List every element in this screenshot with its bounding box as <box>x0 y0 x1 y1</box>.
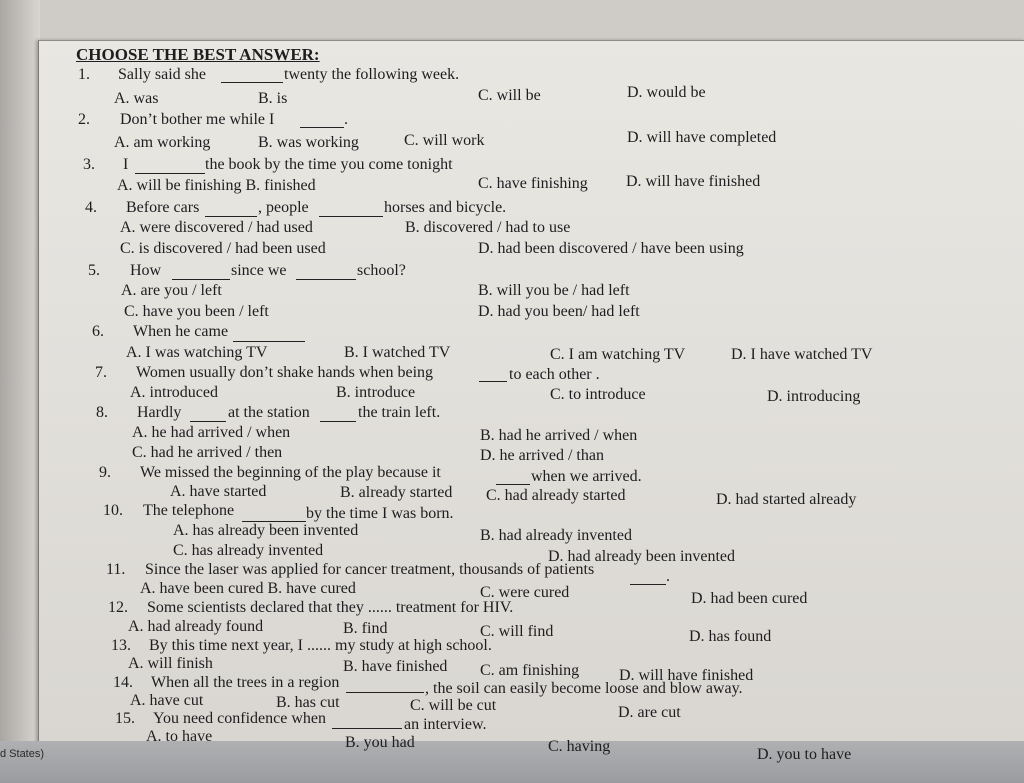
answer-blank-line <box>205 216 257 217</box>
answer-blank-line <box>496 484 530 485</box>
answer-blank-line <box>319 216 383 217</box>
question-text-q14b: , the soil can easily become loose and blow away. <box>425 680 743 697</box>
answer-option-q4D: D. had been discovered / have been using <box>478 240 744 257</box>
answer-option-q3A: A. will be finishing B. finished <box>117 177 316 194</box>
question-number-n4: 4. <box>85 199 97 216</box>
answer-option-q2A: A. am working <box>114 134 211 151</box>
answer-option-q6B: B. I watched TV <box>344 344 451 361</box>
question-text-q9b: when we arrived. <box>531 468 642 485</box>
answer-option-q14A: A. have cut <box>130 692 204 709</box>
question-number-n13: 13. <box>111 637 131 654</box>
answer-option-q6D: D. I have watched TV <box>731 346 873 363</box>
answer-option-q5B: B. will you be / had left <box>478 282 630 299</box>
question-number-n10: 10. <box>103 502 123 519</box>
question-text-q13a: By this time next year, I ...... my study at high school. <box>149 637 492 654</box>
answer-option-q15C: C. having <box>548 738 611 755</box>
question-number-n1: 1. <box>78 66 90 83</box>
question-text-q6a: When he came <box>133 323 229 340</box>
answer-option-q13A: A. will finish <box>128 655 213 672</box>
answer-option-q1D: D. would be <box>627 84 706 101</box>
answer-option-q10A: A. has already been invented <box>173 522 359 539</box>
question-text-q4b: , people <box>258 199 309 216</box>
question-text-q11b: . <box>666 568 670 585</box>
page-title: CHOOSE THE BEST ANSWER: <box>76 45 320 64</box>
answer-blank-line <box>296 279 356 280</box>
answer-option-q7A: A. introduced <box>130 384 218 401</box>
answer-option-q11C: C. were cured <box>480 584 570 601</box>
answer-option-q14D: D. are cut <box>618 704 681 721</box>
answer-blank-line <box>233 341 305 342</box>
answer-option-q9B: B. already started <box>340 484 453 501</box>
question-text-q5c: school? <box>357 262 406 279</box>
question-text-q15a: You need confidence when <box>153 710 326 727</box>
question-text-q2b: . <box>344 111 348 128</box>
answer-option-q9C: C. had already started <box>486 487 626 504</box>
question-text-q15b: an interview. <box>404 716 487 733</box>
answer-option-q7C: C. to introduce <box>550 386 646 403</box>
answer-option-q15D: D. you to have <box>757 746 852 763</box>
answer-option-q3D: D. will have finished <box>626 173 761 190</box>
answer-option-q2D: D. will have completed <box>627 129 777 146</box>
answer-option-q14B: B. has cut <box>276 694 340 711</box>
question-text-q5b: since we <box>231 262 287 279</box>
question-text-q1a: Sally said she <box>118 66 206 83</box>
answer-blank-line <box>172 279 230 280</box>
question-number-n5: 5. <box>88 262 100 279</box>
question-text-q2a: Don’t bother me while I <box>120 111 275 128</box>
question-number-n12: 12. <box>108 599 128 616</box>
answer-option-q4A: A. were discovered / had used <box>120 219 313 236</box>
question-number-n8: 8. <box>96 404 108 421</box>
answer-blank-line <box>630 584 666 585</box>
question-text-q8a: Hardly <box>137 404 182 421</box>
answer-option-q10B: B. had already invented <box>480 527 632 544</box>
question-text-q7a: Women usually don’t shake hands when being <box>136 364 434 381</box>
question-text-q12a: Some scientists declared that they ...... treatment for HIV. <box>147 599 514 616</box>
answer-option-q1A: A. was <box>114 90 159 107</box>
status-bar <box>0 741 1024 783</box>
answer-option-q9D: D. had started already <box>716 491 857 508</box>
answer-option-q12C: C. will find <box>480 623 554 640</box>
answer-blank-line <box>479 381 507 382</box>
question-text-q8b: at the station <box>228 404 310 421</box>
question-number-n9: 9. <box>99 464 111 481</box>
answer-blank-line <box>242 521 306 522</box>
answer-option-q11A: A. have been cured B. have cured <box>140 580 356 597</box>
question-number-n15: 15. <box>115 710 135 727</box>
window-left-edge <box>0 0 40 783</box>
answer-option-q9A: A. have started <box>170 483 267 500</box>
question-text-q11a: Since the laser was applied for cancer treatment, thousands of patients <box>145 561 595 578</box>
answer-option-q7D: D. introducing <box>767 388 861 405</box>
question-text-q3a: I <box>123 156 129 173</box>
question-number-n7: 7. <box>95 364 107 381</box>
answer-option-q13C: C. am finishing <box>480 662 580 679</box>
question-text-q1b: twenty the following week. <box>284 66 460 83</box>
answer-option-q2C: C. will work <box>404 132 485 149</box>
answer-option-q15B: B. you had <box>345 734 415 751</box>
answer-option-q1C: C. will be <box>478 87 541 104</box>
answer-option-q14C: C. will be cut <box>410 697 497 714</box>
answer-option-q7B: B. introduce <box>336 384 416 401</box>
status-bar-text: d States) <box>0 748 45 760</box>
question-number-n3: 3. <box>83 156 95 173</box>
question-text-q10b: by the time I was born. <box>306 505 454 522</box>
answer-blank-line <box>221 82 283 83</box>
answer-option-q15A: A. to have <box>146 728 213 745</box>
answer-blank-line <box>346 692 424 693</box>
answer-option-q5D: D. had you been/ had left <box>478 303 640 320</box>
answer-option-q8C: C. had he arrived / then <box>132 444 283 461</box>
question-number-n2: 2. <box>78 111 90 128</box>
question-text-q9a: We missed the beginning of the play because it <box>140 464 441 481</box>
answer-blank-line <box>135 173 205 174</box>
answer-option-q8B: B. had he arrived / when <box>480 427 638 444</box>
answer-option-q4C: C. is discovered / had been used <box>120 240 326 257</box>
answer-option-q13B: B. have finished <box>343 658 448 675</box>
answer-option-q2B: B. was working <box>258 134 359 151</box>
answer-option-q4B: B. discovered / had to use <box>405 219 571 236</box>
answer-option-q5C: C. have you been / left <box>124 303 269 320</box>
answer-blank-line <box>190 421 226 422</box>
answer-option-q12B: B. find <box>343 620 388 637</box>
question-text-q4c: horses and bicycle. <box>384 199 507 216</box>
answer-blank-line <box>300 127 344 128</box>
answer-blank-line <box>320 421 356 422</box>
question-text-q7b: to each other . <box>509 366 600 383</box>
answer-option-q8A: A. he had arrived / when <box>132 424 291 441</box>
question-number-n14: 14. <box>113 674 133 691</box>
answer-blank-line <box>332 728 402 729</box>
question-text-q5a: How <box>130 262 162 279</box>
question-text-q3b: the book by the time you come tonight <box>205 156 453 173</box>
answer-option-q1B: B. is <box>258 90 288 107</box>
answer-option-q11D: D. had been cured <box>691 590 808 607</box>
answer-option-q13D: D. will have finished <box>619 667 754 684</box>
answer-option-q10D: D. had already been invented <box>548 548 736 565</box>
answer-option-q6C: C. I am watching TV <box>550 346 686 363</box>
question-text-q8c: the train left. <box>358 404 441 421</box>
question-text-q4a: Before cars <box>126 199 200 216</box>
question-number-n11: 11. <box>106 561 126 578</box>
answer-option-q6A: A. I was watching TV <box>126 344 268 361</box>
answer-option-q5A: A. are you / left <box>121 282 222 299</box>
answer-option-q3C: C. have finishing <box>478 175 588 192</box>
answer-option-q12A: A. had already found <box>128 618 264 635</box>
question-text-q10a: The telephone <box>143 502 235 519</box>
question-number-n6: 6. <box>92 323 104 340</box>
answer-option-q12D: D. has found <box>689 628 772 645</box>
answer-option-q10C: C. has already invented <box>173 542 324 559</box>
answer-option-q8D: D. he arrived / than <box>480 447 604 464</box>
question-text-q14a: When all the trees in a region <box>151 674 340 691</box>
